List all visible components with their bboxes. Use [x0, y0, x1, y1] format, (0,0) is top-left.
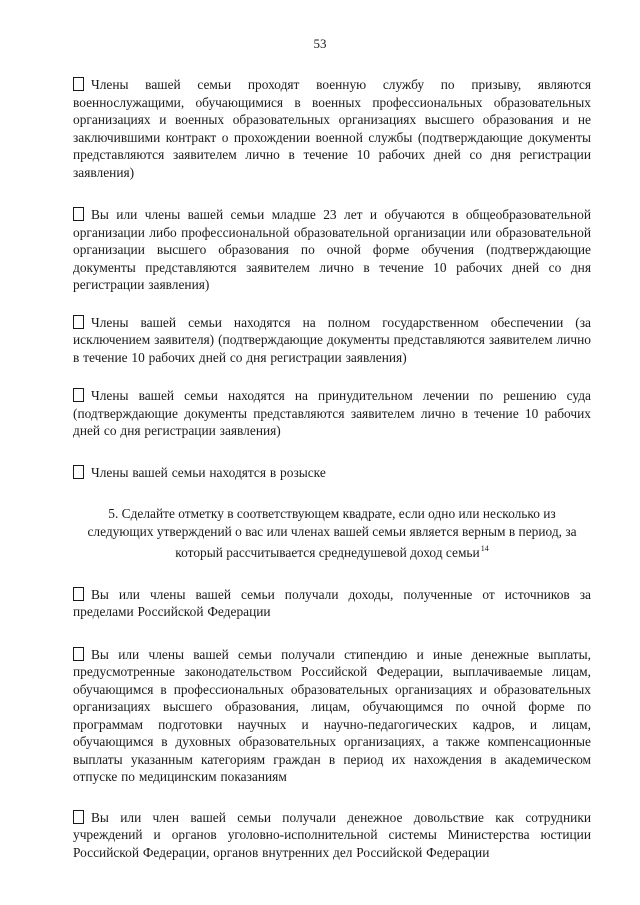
item-penal-allowance [73, 809, 591, 862]
form-content [73, 76, 591, 861]
checkbox-compulsory-treatment[interactable] [73, 388, 84, 402]
checkbox-state-support[interactable] [73, 315, 84, 329]
item-military-text: Члены вашей семьи проходят военную службу по призыву, являются военнослужащими, обучающимися в военных профессиональных образовательных организациях и военных образовательных организациях высшего образования и не заключившими контракт о прохождении военной службы (подтверждающие документы представляются заявителем лично в течение 10 рабочих дней со дня регистрации заявления) [73, 77, 591, 180]
item-stipend [73, 646, 591, 786]
checkbox-military[interactable] [73, 77, 84, 91]
item-foreign-income [73, 586, 591, 621]
checkbox-penal-allowance[interactable] [73, 810, 84, 824]
item-compulsory-treatment-text: Члены вашей семьи находятся на принудительном лечении по решению суда (подтверждающие документы представляются заявителем лично в течение 10 рабочих дней со дня регистрации заявления) [73, 388, 591, 438]
item-penal-allowance-text: Вы или член вашей семьи получали денежное довольствие как сотрудники учреждений и органов уголовно-исполнительной системы Министерства юстиции Российской Федерации, органов внутренних дел Российской Федерации [73, 809, 591, 860]
item-wanted [73, 464, 591, 482]
item-foreign-income-text: Вы или члены вашей семьи получали доходы, полученные от источников за пределами Российской Федерации [73, 586, 591, 619]
item-students-under-23-text: Вы или члены вашей семьи младше 23 лет и обучаются в общеобразовательной организации либо профессиональной образовательной организации или образовательной организации высшего образования по очной форме обучения (подтверждающие документы представляются заявителем лично в течение 10 рабочих дней со дня регистрации заявления) [73, 207, 591, 292]
item-stipend-text: Вы или члены вашей семьи получали стипендию и иные денежные выплаты, предусмотренные законодательством Российской Федерации, выплачиваемые лицам, обучающимся в профессиональных образовательных организациях и образовательных организациях высшего образования, лицам, обучающимся по очной форме по программам подготовки научных и научно-педагогических кадров, и лицам, обучающимся в духовных образовательных организациях, а также компенсационные выплаты указанным категориям граждан в период их нахождения в академическом отпуске по медицинским показаниям [73, 646, 591, 784]
item-compulsory-treatment [73, 387, 591, 440]
checkbox-stipend[interactable] [73, 647, 84, 661]
item-wanted-text: Члены вашей семьи находятся в розыске [91, 464, 326, 480]
section-5-text: 5. Сделайте отметку в соответствующем квадрате, если одно или несколько из следующих утверждений о вас или членах вашей семьи является верным в период, за который рассчитывается среднедушевой доход семьи [87, 506, 577, 560]
checkbox-students-under-23[interactable] [73, 207, 84, 221]
page-number: 53 [313, 36, 327, 51]
item-students-under-23 [73, 206, 591, 294]
item-state-support [73, 314, 591, 367]
item-military [73, 76, 591, 181]
section-5-heading [73, 505, 591, 562]
item-state-support-text: Члены вашей семьи находятся на полном государственном обеспечении (за исключением заявителя) (подтверждающие документы представляются заявителем лично в течение 10 рабочих дней со дня регистрации заявления) [73, 314, 591, 365]
footnote-marker: 14 [480, 544, 489, 553]
checkbox-foreign-income[interactable] [73, 587, 84, 601]
checkbox-wanted[interactable] [73, 465, 84, 479]
